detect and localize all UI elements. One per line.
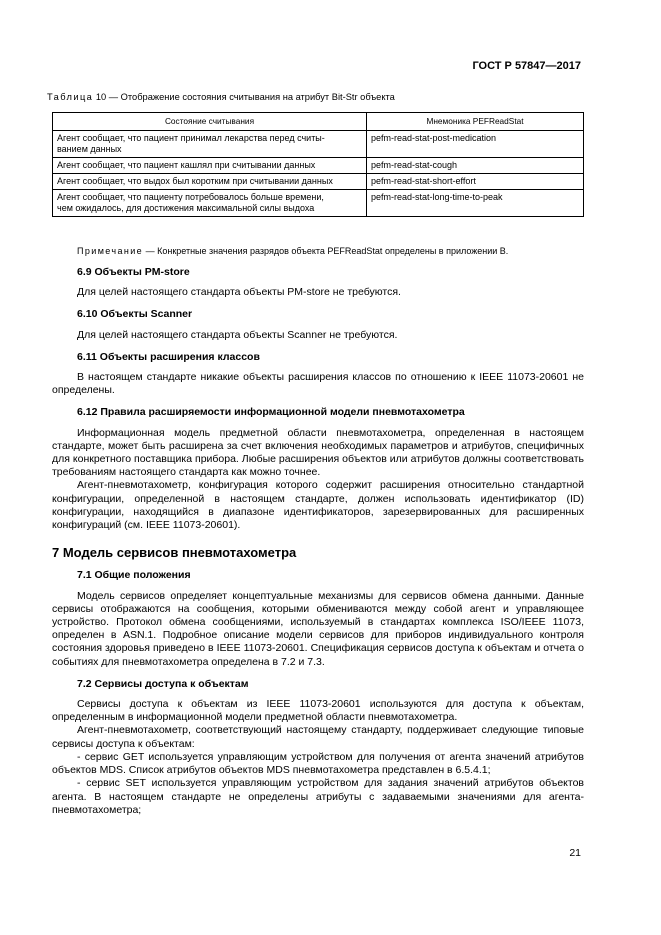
section-heading-6-11: 6.11 Объекты расширения классов bbox=[77, 350, 260, 363]
note-text: — Конкретные значения разрядов объекта PEFReadStat определены в приложении В. bbox=[143, 246, 509, 256]
section-heading-7-1: 7.1 Общие положения bbox=[77, 569, 191, 582]
paragraph: Для целей настоящего стандарта объекты PM-store не требуются. bbox=[77, 286, 401, 299]
section-heading-7-2: 7.2 Сервисы доступа к объектам bbox=[77, 677, 249, 690]
paragraph: В настоящем стандарте никакие объекты расширения классов по отношению к IEEE 11073-20601 не определены. bbox=[52, 371, 584, 397]
paragraph: Модель сервисов определяет концептуальные механизмы для сервисов обмена данными. Данные сервисы отображаются на сообщения, которыми обмениваются между собой агент и управляющее устройство. Протокол обмена сообщениями, используемый в стандартах комплекса ISO/IEEE 11073, определен в ASN.1. Подробное описание модели сервисов для приборов индивидуального контроля состояния здоровья приведено в IEEE 11073-20601. Спецификация сервисов доступа к объектам и отчета о событиях для пневмотахометра определена в 7.2 и 7.3. bbox=[52, 589, 584, 668]
table-caption-text: 10 — Отображение состояния считывания на атрибут Bit-Str объекта bbox=[93, 92, 395, 102]
table-cell-mnemonic: pefm-read-stat-short-effort bbox=[367, 174, 584, 190]
table-caption-label: Таблица bbox=[47, 92, 94, 102]
section-heading-6-10: 6.10 Объекты Scanner bbox=[77, 308, 193, 321]
paragraph: Агент-пневмотахометр, конфигурация которого содержит расширения относительно стандартной конфигурации, определенной в настоящем стандарте, должен использовать идентификатор (ID) конфигурации, находящийся в диапазоне идентификаторов, зарезервированных для расширенных конфигураций (см. IEEE 11073-20601). bbox=[52, 479, 584, 532]
table-cell-state: Агент сообщает, что пациент кашлял при считывании данных bbox=[53, 158, 367, 174]
table-row bbox=[53, 158, 584, 174]
paragraph: Для целей настоящего стандарта объекты Scanner не требуются. bbox=[77, 328, 398, 341]
table-cell-state: Агент сообщает, что пациенту потребовалось больше времени, чем ожидалось, для достижения максимальной силы выдоха bbox=[53, 190, 367, 217]
paragraph: Сервисы доступа к объектам из IEEE 11073-20601 используются для доступа к объектам, определенным в информационной модели предметной области пневмотахометра. bbox=[52, 698, 584, 724]
table-row bbox=[53, 131, 584, 158]
page-number: 21 bbox=[569, 847, 581, 859]
section-heading-6-12: 6.12 Правила расширяемости информационной модели пневмотахометра bbox=[77, 406, 465, 419]
table-cell-mnemonic: pefm-read-stat-long-time-to-peak bbox=[367, 190, 584, 217]
column-header-state: Состояние считывания bbox=[53, 113, 367, 131]
table-header-row bbox=[53, 113, 584, 131]
table-caption bbox=[47, 92, 395, 102]
table-row bbox=[53, 174, 584, 190]
document-code: ГОСТ Р 57847—2017 bbox=[472, 60, 581, 72]
table-10 bbox=[52, 112, 584, 217]
list-item: - сервис GET используется управляющим устройством для получения от агента значений атрибутов объектов MDS. Список атрибутов объектов MDS пневмотахометра представлен в 6.5.4.1; bbox=[52, 750, 584, 777]
chapter-title-7: 7 Модель сервисов пневмотахометра bbox=[52, 545, 297, 561]
table-row bbox=[53, 190, 584, 217]
table-cell-mnemonic: pefm-read-stat-post-medication bbox=[367, 131, 584, 158]
body-text bbox=[52, 266, 584, 817]
note-label: Примечание bbox=[77, 246, 144, 256]
table-cell-mnemonic: pefm-read-stat-cough bbox=[367, 158, 584, 174]
table-cell-state: Агент сообщает, что пациент принимал лекарства перед считы- ванием данных bbox=[53, 131, 367, 158]
column-header-mnemonic: Мнемоника PEFReadStat bbox=[367, 113, 584, 131]
paragraph: Информационная модель предметной области пневмотахометра, определенная в настоящем стандарте, может быть расширена за счет включения необходимых параметров и атрибутов, специфичных для конкретного поставщика прибора. Любые расширения объектов или атрибутов должны соответствовать требованиям настоящего стандарта как можно точнее. bbox=[52, 426, 584, 479]
list-item: - сервис SET используется управляющим устройством для задания значений атрибутов объектов агента. В настоящем стандарте не определены атрибуты с задаваемыми значениями для агента-пневмотахометра; bbox=[52, 777, 584, 816]
table-cell-state: Агент сообщает, что выдох был коротким при считывании данных bbox=[53, 174, 367, 190]
table-note bbox=[77, 246, 508, 256]
section-heading-6-9: 6.9 Объекты PM-store bbox=[77, 266, 190, 278]
paragraph: Агент-пневмотахометр, соответствующий настоящему стандарту, поддерживает следующие типовые сервисы доступа к объектам: bbox=[52, 724, 584, 750]
